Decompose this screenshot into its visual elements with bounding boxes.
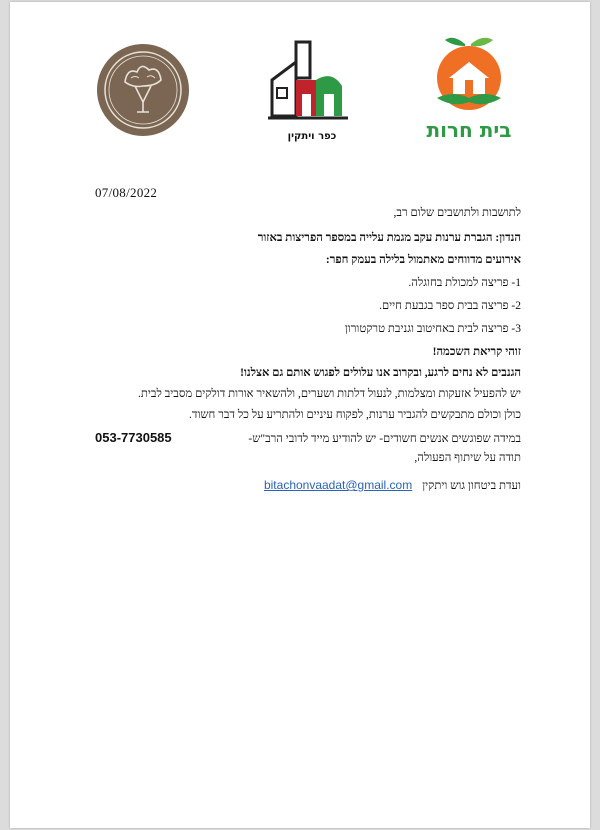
beit-herut-caption: בית חרות [426,118,512,142]
vigilance-line: כולן וכולם מתבקשים להגביר ערנות, לפקוח עיניים ולהתריע על כל דבר חשוד. [189,409,521,421]
signature-row [95,478,521,492]
seal-logo [95,42,191,138]
warning-line: הגנבים לא נחים לרגע, ובקרוב אנו עלולים לפגוש אותם גם אצלנו! [240,367,521,379]
signature: ועדת ביטחון גוש ויתקין [422,480,521,492]
report-text: במידה שפוגשים אנשים חשודים- יש להודיע מייד לדובי הרב"ש- [248,433,521,445]
greeting-line: לתושבות ולתושבים שלום רב, [393,207,521,219]
event-item: 3- פריצה לבית באחיטוב וגניבת טרקטורון [344,323,521,335]
subject-line: הנדון: הגברת ערנות עקב מגמת עלייה במספר הפריצות באזור [257,232,521,244]
vitkin-logo [266,40,358,142]
email-link[interactable]: bitachonvaadat@gmail.com [263,478,413,492]
event-item: 1- פריצה למכולת בחוגלה. [408,277,521,289]
instructions-line: יש להפעיל אזעקות ומצלמות, לנעול דלתות ושערים, ולהשאיר אורות דולקים מסביב לבית. [138,388,521,400]
orange-house-icon [423,32,515,114]
wake-up-call: זוהי קריאת השכמה! [432,346,521,358]
house-icon [266,40,358,124]
phone-number[interactable]: 053-7730585 [95,430,172,445]
beit-herut-logo [423,32,515,142]
events-intro: אירועים מדווחים מאתמול בלילה בעמק חפר: [325,254,521,266]
letter-date: 07/08/2022 [95,185,158,200]
event-item: 2- פריצה בבית ספר בגבעת חיים. [379,300,521,312]
vitkin-logo-caption: כפר ויתקין [287,131,337,142]
document-page [10,2,590,828]
thanks-line: תודה על שיתוף הפעולה, [414,452,521,464]
flower-seal-icon [95,42,191,138]
letter-body [95,207,521,492]
report-row [95,430,521,445]
